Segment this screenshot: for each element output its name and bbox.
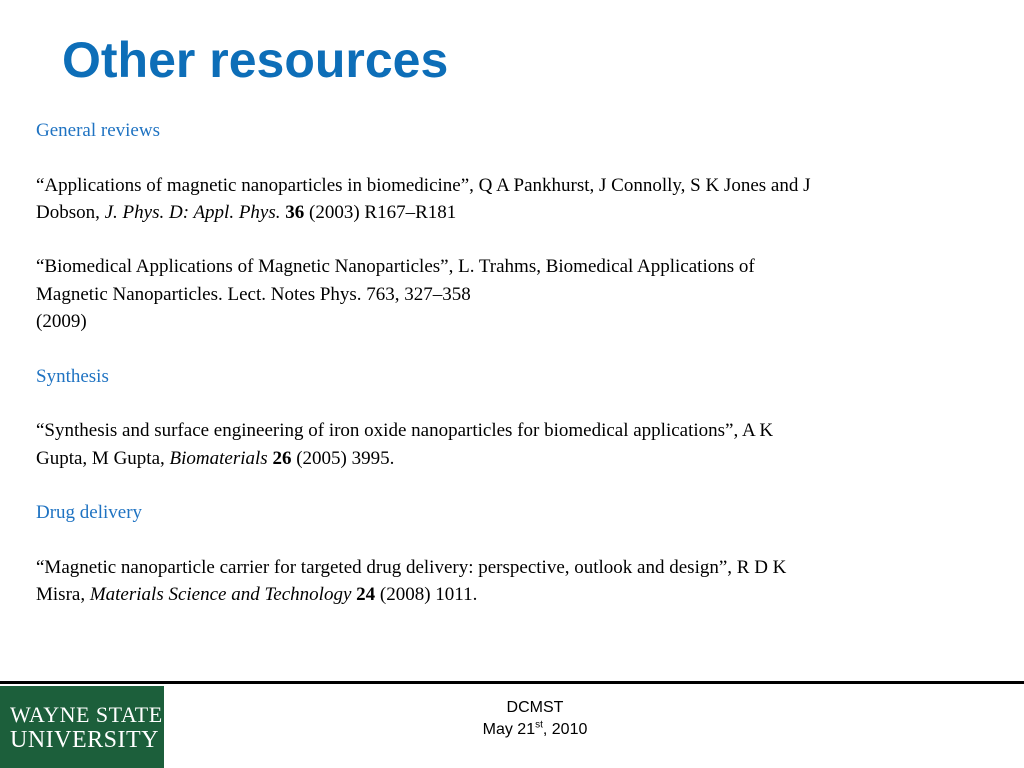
volume-number: 36: [285, 201, 305, 223]
section-heading-drug-delivery: Drug delivery: [36, 502, 143, 524]
wayne-state-logo: WAYNE STATE UNIVERSITY: [0, 686, 164, 768]
reference-gupta: “Synthesis and surface engineering of iron oxide nanoparticles for biomedical applications”, A K Gupta, M Gupta, Biomaterials 26 (2005) 3995.: [36, 420, 774, 469]
reference-pankhurst: “Applications of magnetic nanoparticles in biomedicine”, Q A Pankhurst, J Connolly, S K Jones and J Dobson, J. Phys. D: Appl. Phys. 36 (2003) R167–R181: [36, 174, 811, 223]
reference-trahms: “Biomedical Applications of Magnetic Nanoparticles”, L. Trahms, Biomedical Applications of Magnetic Nanoparticles. Lect. Notes Phys. 763, 327–358 (2009): [36, 256, 755, 333]
event-date: May 21st, 2010: [482, 719, 588, 738]
footer-info: [430, 697, 640, 741]
journal-title: J. Phys. D: Appl. Phys.: [104, 201, 281, 223]
resources-list: [36, 117, 996, 608]
volume-number: 24: [356, 584, 376, 606]
section-heading-synthesis: Synthesis: [36, 365, 109, 387]
journal-title: Biomaterials: [169, 447, 268, 469]
section-heading-general-reviews: General reviews: [36, 120, 160, 141]
event-name: DCMST: [506, 699, 564, 716]
footer-divider: [0, 681, 1024, 684]
slide-title: Other resources: [62, 32, 449, 88]
volume-number: 26: [272, 447, 292, 469]
reference-misra: “Magnetic nanoparticle carrier for targeted drug delivery: perspective, outlook and design”, R D K Misra, Materials Science and Technology 24 (2008) 1011.: [36, 556, 787, 606]
journal-title: Materials Science and Technology: [89, 584, 352, 606]
